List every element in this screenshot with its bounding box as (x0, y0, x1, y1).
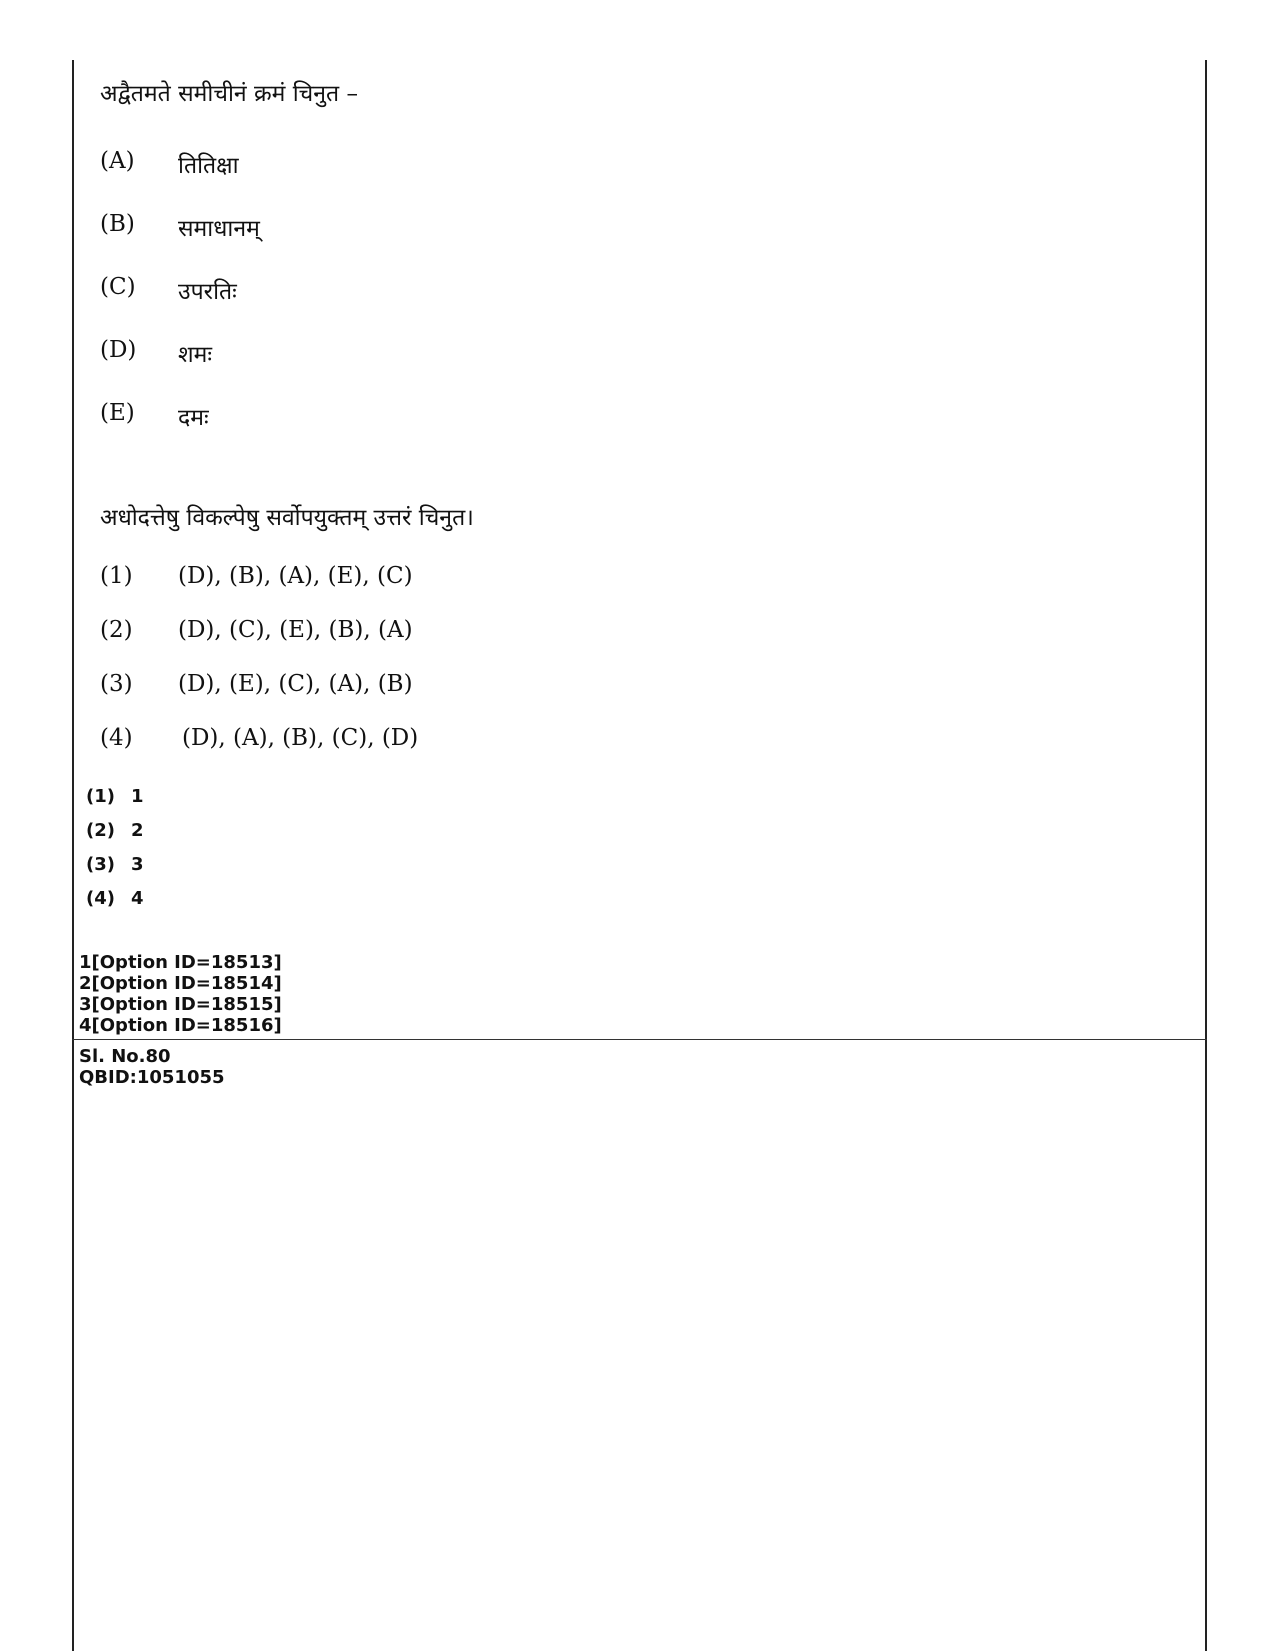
answer-label: (3) (86, 854, 115, 875)
option-id: 4[Option ID=18516] (79, 1015, 282, 1036)
choice-2 (100, 617, 413, 643)
next-question-meta (79, 1046, 225, 1088)
choice-text: (D), (B), (A), (E), (C) (178, 563, 413, 589)
statement-text: तितिक्षा (178, 153, 239, 179)
statement-text: शमः (178, 342, 213, 368)
choice-label: (2) (100, 617, 133, 643)
statement-label: (A) (100, 148, 135, 174)
answer-label: (2) (86, 820, 115, 841)
choice-text: (D), (A), (B), (C), (D) (182, 725, 419, 751)
answer-option-3 (86, 854, 144, 875)
choice-4 (100, 725, 418, 751)
statement-label: (C) (100, 274, 136, 300)
option-id: 3[Option ID=18515] (79, 994, 282, 1015)
answer-value: 1 (131, 786, 144, 807)
option-id: 1[Option ID=18513] (79, 952, 282, 973)
option-id: 2[Option ID=18514] (79, 973, 282, 994)
choice-1 (100, 563, 413, 589)
answer-value: 2 (131, 820, 144, 841)
choice-3 (100, 671, 413, 697)
choice-label: (1) (100, 563, 133, 589)
answer-label: (4) (86, 888, 115, 909)
page-frame (72, 60, 1207, 1651)
statement-e (100, 400, 209, 432)
question-instruction: अधोदत्तेषु विकल्पेषु सर्वोपयुक्तम् उत्तरं चिनुत। (100, 505, 474, 531)
statement-label: (E) (100, 400, 135, 426)
answer-value: 4 (131, 888, 144, 909)
choice-label: (4) (100, 725, 133, 751)
answer-label: (1) (86, 786, 115, 807)
answer-option-1 (86, 786, 144, 807)
answer-option-2 (86, 820, 144, 841)
qbid: QBID:1051055 (79, 1067, 225, 1088)
question-divider (72, 1039, 1207, 1040)
statement-label: (B) (100, 211, 135, 237)
choice-label: (3) (100, 671, 133, 697)
statement-c (100, 274, 237, 306)
statement-text: समाधानम् (178, 216, 260, 242)
statement-label: (D) (100, 337, 137, 363)
question-title: अद्वैतमते समीचीनं क्रमं चिनुत – (100, 81, 358, 107)
answer-value: 3 (131, 854, 144, 875)
statement-b (100, 211, 260, 243)
answer-option-4 (86, 888, 144, 909)
statement-a (100, 148, 239, 180)
choice-text: (D), (E), (C), (A), (B) (178, 671, 413, 697)
serial-number: Sl. No.80 (79, 1046, 171, 1067)
option-id-list (79, 952, 282, 1036)
statement-text: उपरतिः (178, 279, 237, 305)
choice-text: (D), (C), (E), (B), (A) (178, 617, 413, 643)
statement-d (100, 337, 212, 369)
statement-text: दमः (178, 405, 209, 431)
